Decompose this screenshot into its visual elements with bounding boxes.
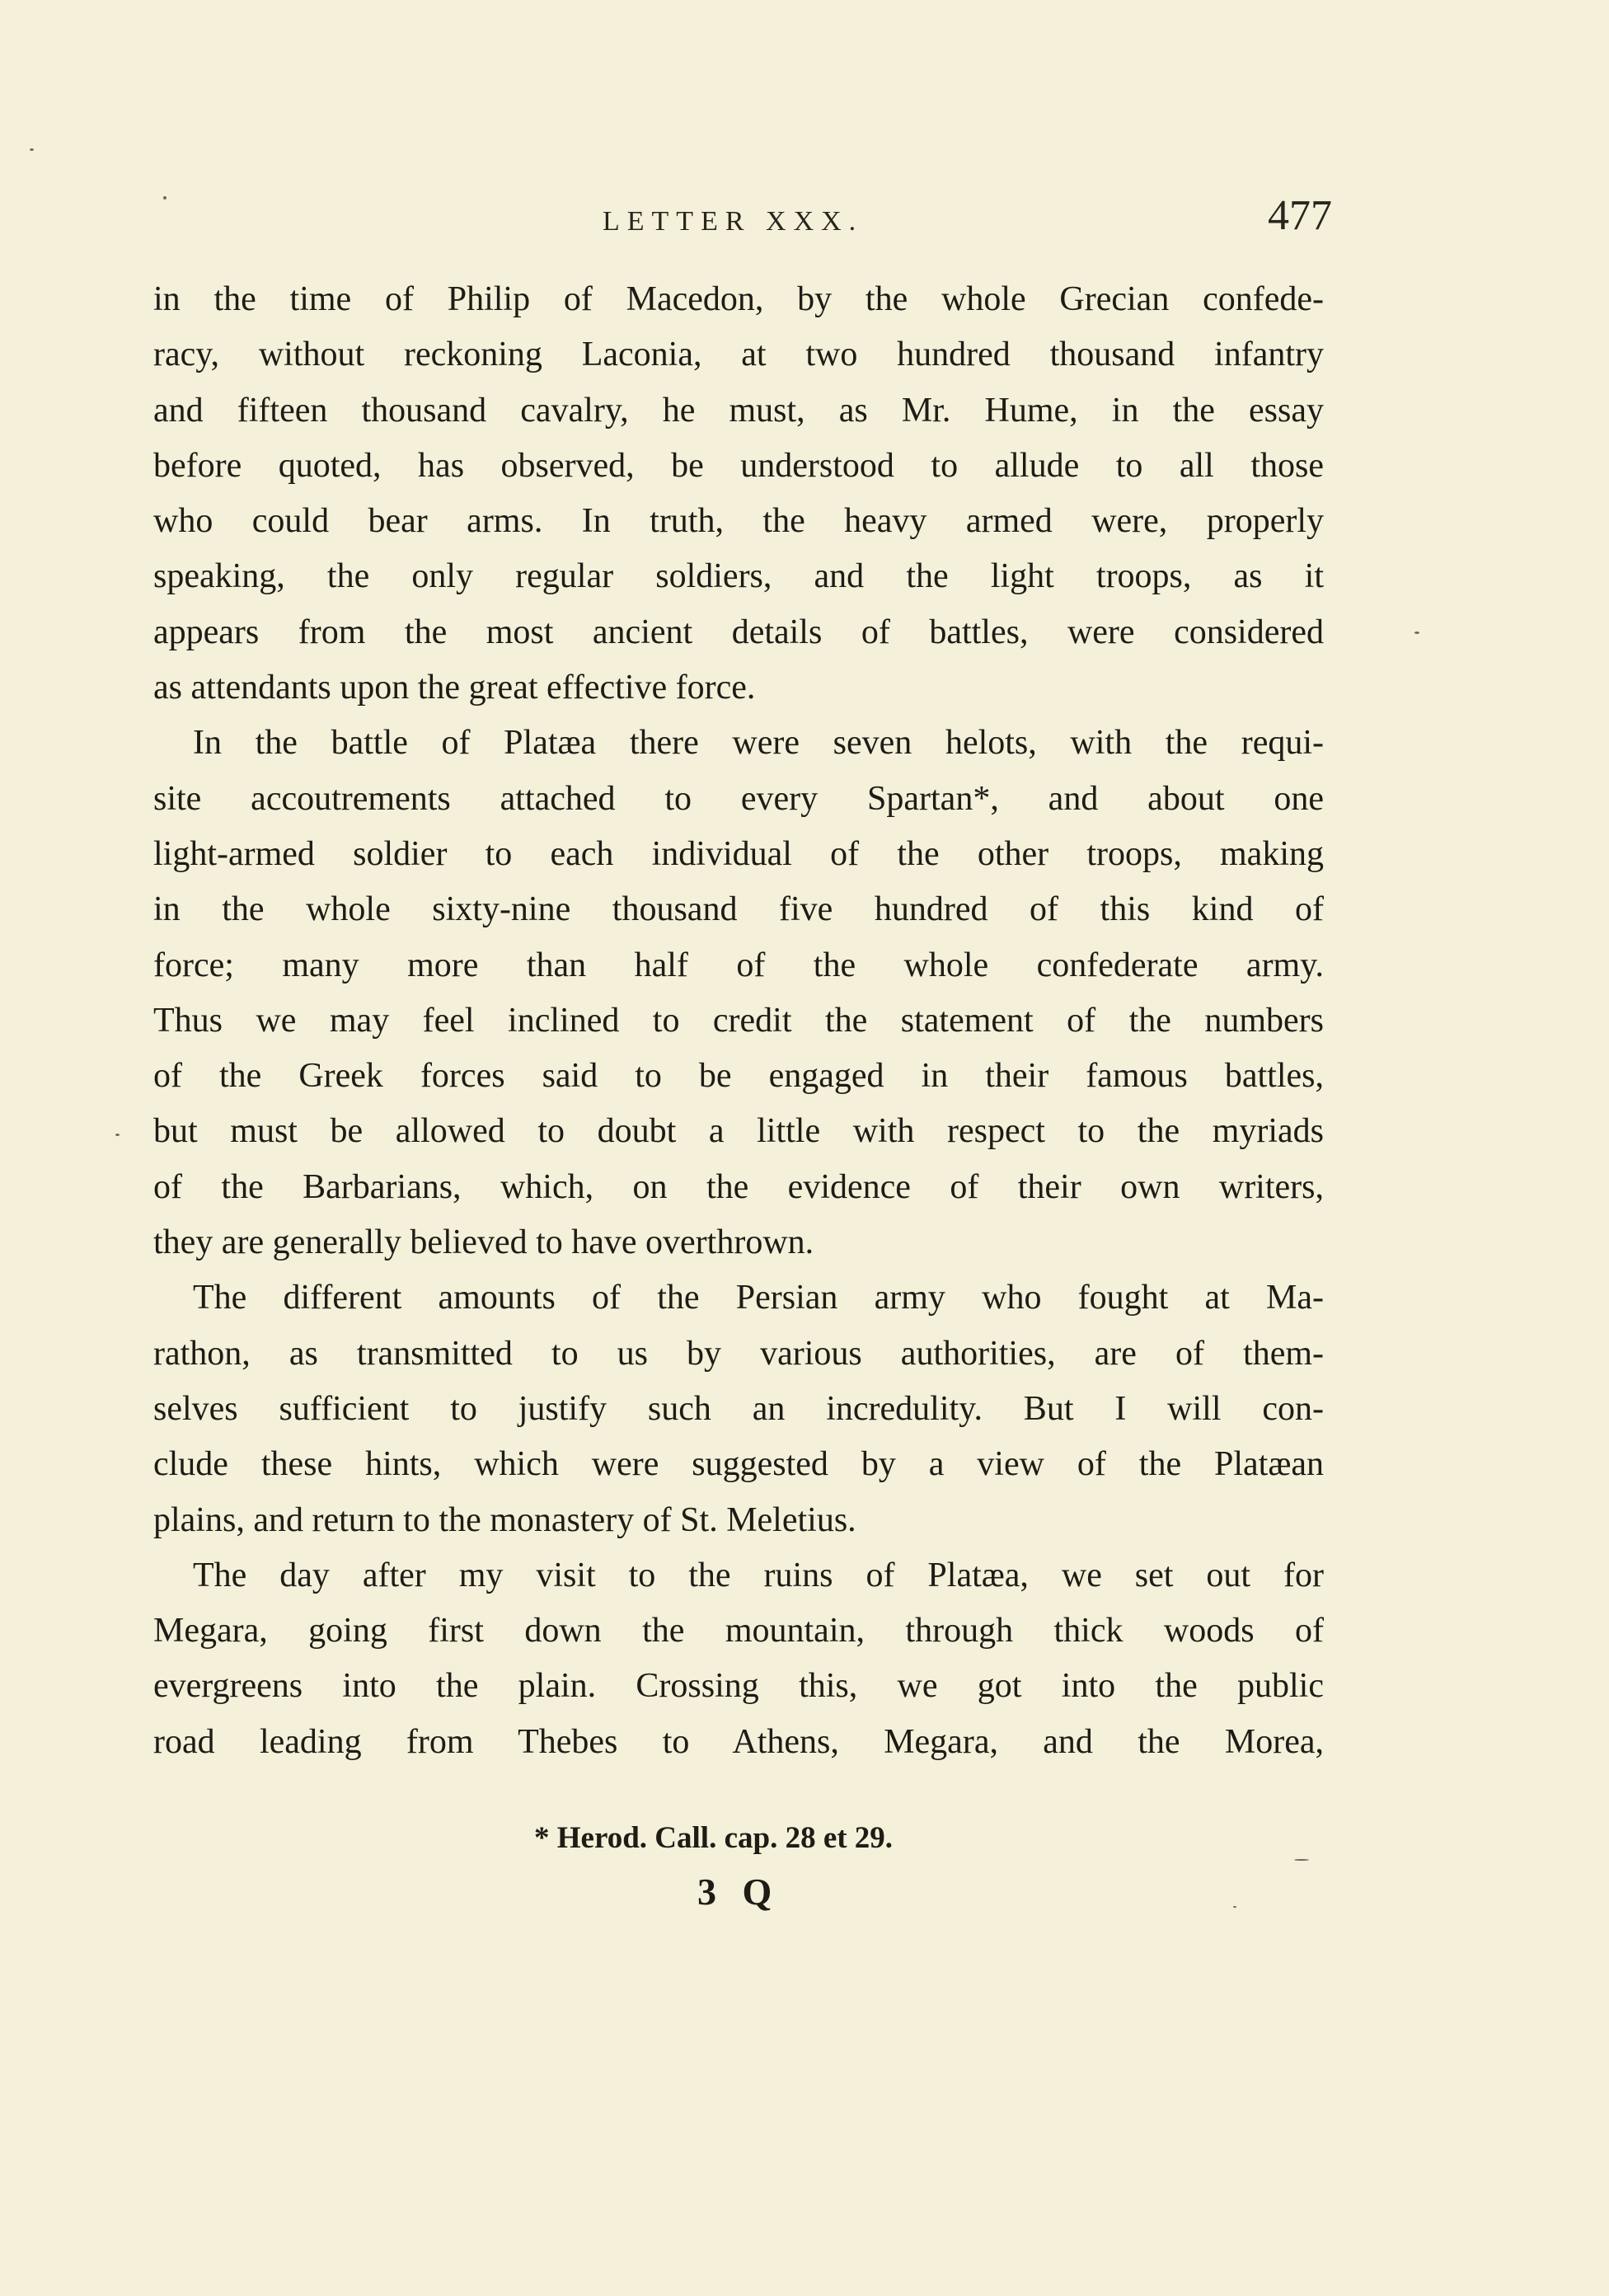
text-line: force; many more than half of the whole confederate army.: [153, 946, 1324, 984]
text-line: site accoutrements attached to every Spartan*, and about one: [153, 779, 1324, 818]
signature-mark: 3 Q: [697, 1871, 781, 1913]
text-line: Megara, going first down the mountain, through thick woods of: [153, 1612, 1324, 1650]
text-line: racy, without reckoning Laconia, at two hundred thousand infantry: [153, 336, 1324, 374]
paragraph-start-line: The different amounts of the Persian army who fought at Ma-: [193, 1279, 1324, 1317]
paper-speck: [1294, 1859, 1309, 1861]
page-header: [153, 191, 1332, 249]
text-line: Thus we may feel inclined to credit the statement of the numbers: [153, 1001, 1324, 1040]
text-line: light-armed soldier to each individual of the other troops, making: [153, 834, 1324, 873]
text-line: clude these hints, which were suggested by a view of the Platæan: [153, 1445, 1324, 1484]
text-line: rathon, as transmitted to us by various authorities, are of them-: [153, 1334, 1324, 1373]
text-line: of the Barbarians, which, on the evidence of their own writers,: [153, 1167, 1324, 1206]
text-line: plains, and return to the monastery of St. Meletius.: [153, 1500, 856, 1539]
text-line: appears from the most ancient details of battles, were considered: [153, 613, 1324, 651]
text-line: selves sufficient to justify such an incredulity. But I will con-: [153, 1389, 1324, 1428]
running-head: LETTER XXX.: [603, 206, 864, 237]
text-line: before quoted, has observed, be understood to allude to all those: [153, 446, 1324, 485]
text-line: but must be allowed to doubt a little with respect to the myriads: [153, 1112, 1324, 1151]
text-line: speaking, the only regular soldiers, and the light troops, as it: [153, 557, 1324, 596]
text-line: and fifteen thousand cavalry, he must, as Mr. Hume, in the essay: [153, 391, 1324, 430]
text-line: evergreens into the plain. Crossing this, we got into the public: [153, 1667, 1324, 1706]
paper-speck: [1233, 1906, 1236, 1908]
text-line: they are generally believed to have overthrown.: [153, 1223, 814, 1262]
text-line: road leading from Thebes to Athens, Megara, and the Morea,: [153, 1722, 1324, 1761]
text-line: as attendants upon the great effective force.: [153, 669, 756, 707]
body-text: [153, 272, 1324, 1770]
footnote: * Herod. Call. cap. 28 et 29.: [534, 1821, 894, 1855]
text-line: of the Greek forces said to be engaged in their famous battles,: [153, 1057, 1324, 1096]
page-number: 477: [1268, 192, 1332, 239]
text-line: in the time of Philip of Macedon, by the whole Grecian confede-: [153, 280, 1324, 318]
text-line: who could bear arms. In truth, the heavy armed were, properly: [153, 502, 1324, 541]
paragraph-start-line: In the battle of Platæa there were seven helots, with the requi-: [193, 724, 1324, 763]
paper-speck: [115, 1134, 120, 1136]
paragraph-start-line: The day after my visit to the ruins of Platæa, we set out for: [193, 1556, 1324, 1594]
paper-speck: [1414, 632, 1419, 634]
text-line: in the whole sixty-nine thousand five hundred of this kind of: [153, 890, 1324, 929]
paper-speck: [30, 148, 34, 151]
paper-speck: [163, 196, 167, 200]
